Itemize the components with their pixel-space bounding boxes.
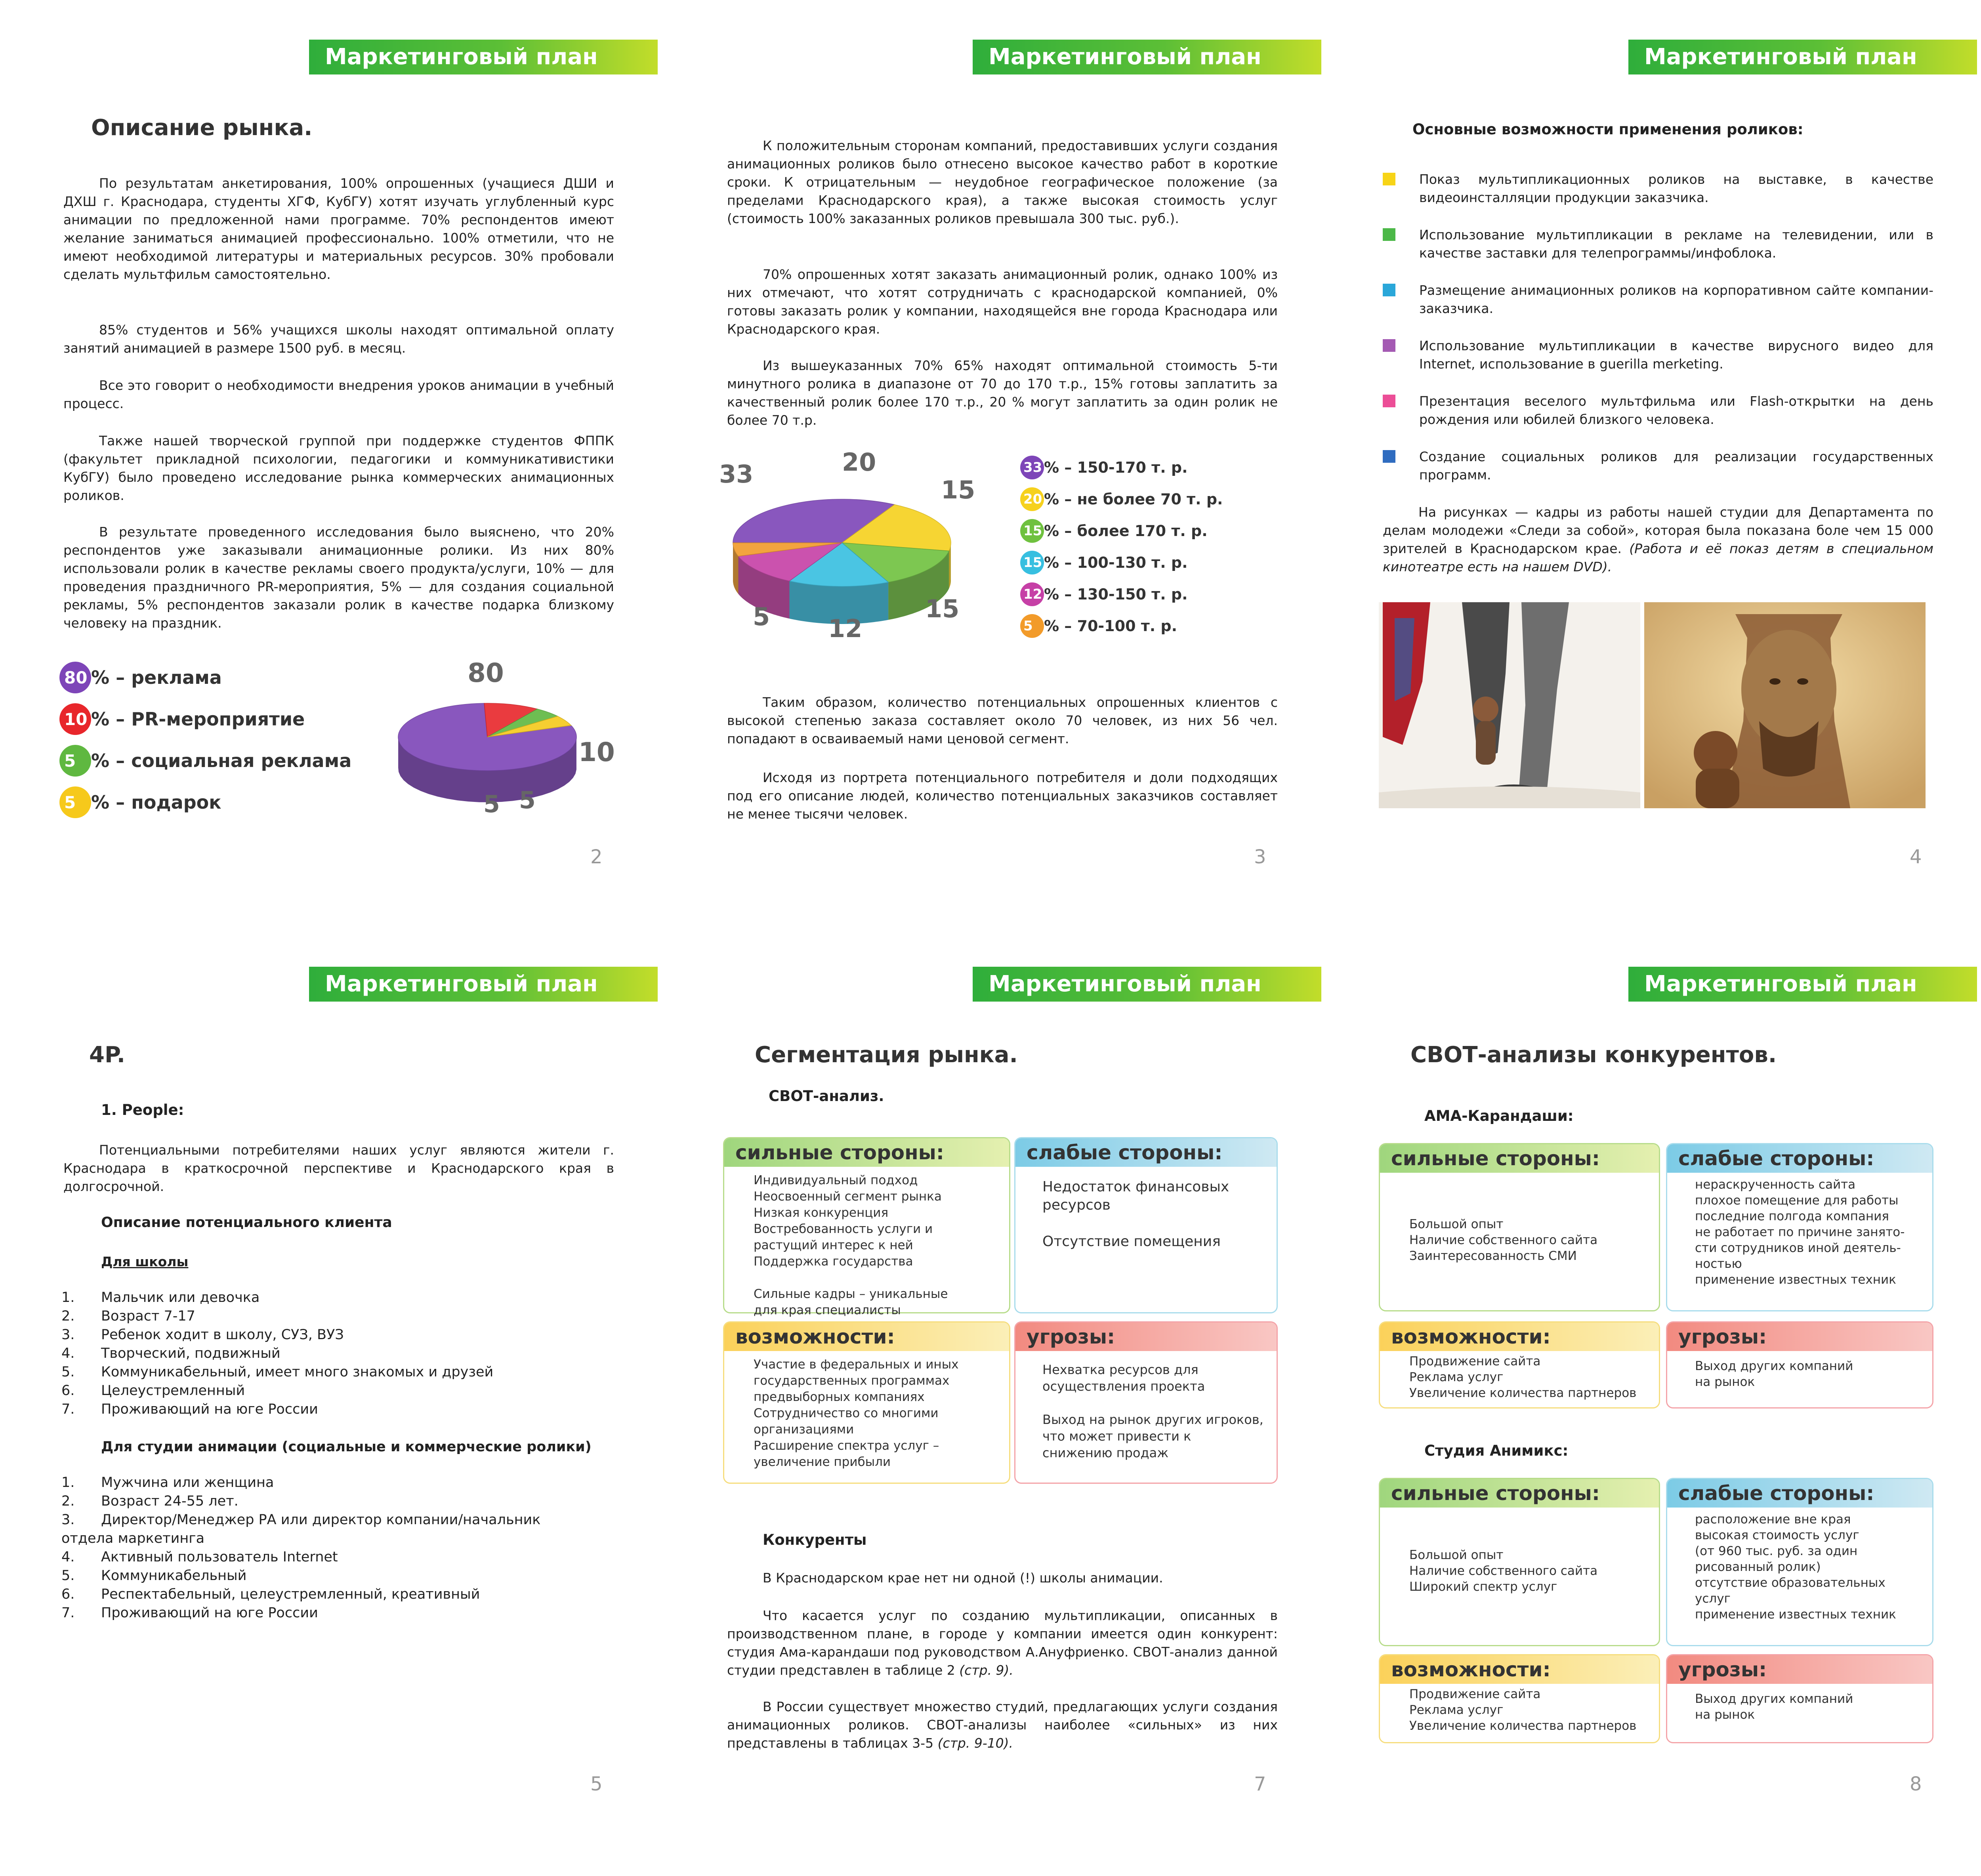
paragraph: В результате проведенного исследования было выяснено, что 20% респондентов уже заказывали анимационные ролики. Из них 80% использовали ролик в качестве рекламы своего продукта/услуги, 10% — для проведения праздничного PR-мероприятия, 5% — для создания социальной рекламы, 5% респондентов заказали ролик в качестве подарка близкому человеку на праздник. [63, 524, 614, 631]
data-label: 15 [941, 475, 975, 504]
swot-item: Реклама услуг [1409, 1703, 1504, 1717]
swot-body [1667, 1508, 1932, 1622]
list-item [61, 1493, 239, 1509]
swot-body [1667, 1684, 1932, 1723]
legend-swatch: 10 [59, 703, 91, 735]
swot-item: Востребованность услуги и [754, 1222, 933, 1236]
list-number: 4. [61, 1345, 75, 1361]
legend-label: % – более 170 т. р. [1044, 522, 1208, 540]
swot-header: слабые стороны: [1667, 1479, 1932, 1508]
list-item-text: Использование мультипликации в качестве вирусного видео для Internet, использование в guerilla merketing. [1419, 338, 1933, 372]
section-heading: Для школы [101, 1254, 189, 1269]
banner: Маркетинговый план [1628, 40, 1977, 74]
swot-header: сильные стороны: [1380, 1144, 1659, 1173]
list-item [61, 1549, 338, 1565]
swot-item: отсутствие образовательных [1695, 1576, 1886, 1590]
swot-item: расположение вне края [1695, 1512, 1851, 1527]
list-number: 2. [61, 1308, 75, 1324]
swot-body [1667, 1173, 1932, 1288]
paragraph [727, 1607, 1278, 1679]
banner: Маркетинговый план [973, 967, 1321, 1002]
swot-header: слабые стороны: [1667, 1144, 1932, 1173]
paragraph-text: Что касается услуг по созданию мультипликации, описанных в производственном плане, в городе у компании имеется один конкурент: студия Ама-карандаши под руководством А.Ануфриенко. СВОТ-анализ данной студии представлен в таблице 2 [727, 1608, 1278, 1678]
swot-item [1042, 1395, 1277, 1411]
swot-item: Поддержка государства [754, 1254, 913, 1269]
list-number: 6. [61, 1383, 75, 1399]
swot-item: для края специалисты [754, 1303, 901, 1317]
square-bullet-icon [1383, 173, 1395, 185]
legend-item [59, 786, 221, 818]
swot-header: слабые стороны: [1015, 1138, 1277, 1167]
list-item [61, 1568, 246, 1584]
section-heading: Конкуренты [763, 1531, 867, 1548]
square-bullet-icon [1383, 339, 1395, 352]
legend-swatch: 5 [59, 745, 91, 777]
legend-swatch: 12 [1020, 582, 1044, 606]
list-number: 5. [61, 1568, 75, 1584]
swot-item: Реклама услуг [1409, 1370, 1504, 1384]
swot-item: Отсутствие помещения [1042, 1233, 1221, 1250]
list-item [1383, 392, 1933, 429]
page-reference: (стр. 9). [959, 1662, 1013, 1678]
list-item [61, 1531, 204, 1546]
list-item [61, 1383, 245, 1399]
page-number: 5 [590, 1773, 603, 1795]
swot-body [724, 1167, 1009, 1319]
swot-item: последние полгода компания [1695, 1209, 1889, 1223]
paragraph: По результатам анкетирования, 100% опрошенных (учащиеся ДШИ и ДХШ г. Краснодара, студенты ХГФ, КубГУ) хотят изучать углубленный курс анимации по предложенной нами программе. 70% респондентов имеют желание заниматься анимацией профессионально. 100% отметили, что не имеют необходимой литературы и материальных ресурсов. 30% пробовали сделать мультфильм самостоятельно. [63, 176, 614, 282]
legend-swatch: 15 [1020, 551, 1044, 574]
legend-swatch: 5 [1020, 614, 1044, 638]
page-4 [1375, 24, 1981, 935]
list-item [61, 1512, 540, 1528]
swot-item: Индивидуальный подход [754, 1173, 918, 1187]
swot-body [1015, 1351, 1277, 1461]
list-number: 5. [61, 1364, 75, 1380]
swot-opportunities [723, 1321, 1010, 1484]
section-heading: СВОТ-анализ. [769, 1088, 884, 1105]
swot-opportunities [1379, 1654, 1660, 1743]
closing-note: (Работа и её показ детям в специальном кинотеатре есть на нашем DVD). [1383, 541, 1933, 574]
swot-header: сильные стороны: [724, 1138, 1009, 1167]
swot-item: Низкая конкуренция [754, 1206, 889, 1220]
swot-opportunities [1379, 1321, 1660, 1408]
swot-item: сти сотрудников иной деятель- [1695, 1241, 1901, 1255]
swot-item: государственных программах [754, 1374, 950, 1388]
legend-swatch: 20 [1020, 487, 1044, 511]
data-label: 5 [753, 602, 770, 631]
swot-item [754, 1270, 1009, 1286]
legend-label: % – 100-130 т. р. [1044, 554, 1188, 571]
walking-legs-illustration [1379, 602, 1640, 808]
page-title: СВОТ-анализы конкурентов. [1410, 1042, 1777, 1068]
square-bullet-icon [1383, 450, 1395, 463]
paragraph [727, 1698, 1278, 1752]
list-text: Ребенок ходит в школу, СУЗ, ВУЗ [101, 1327, 344, 1343]
page-3 [719, 24, 1345, 935]
list-text: отдела маркетинга [61, 1531, 205, 1546]
list-text: Коммуникабельный, имеет много знакомых и друзей [101, 1364, 494, 1380]
list-item [61, 1586, 480, 1602]
legend-label: % – 130-150 т. р. [1044, 586, 1188, 603]
swot-item: Выход других компаний [1695, 1692, 1853, 1706]
legend-swatch: 5 [59, 786, 91, 818]
legend-item [59, 662, 222, 693]
swot-item: Выход других компаний [1695, 1359, 1853, 1373]
data-label: 5 [519, 786, 536, 814]
swot-header: сильные стороны: [1380, 1479, 1659, 1508]
list-item [1383, 281, 1933, 318]
swot-item: применение известных техник [1695, 1607, 1896, 1622]
list-item-text: Показ мультипликационных роликов на выставке, в качестве видеоинсталляции продукции заказчика. [1419, 172, 1933, 205]
legend-item [59, 703, 305, 735]
swot-item: не работает по причине занято- [1695, 1225, 1905, 1239]
list-number: 1. [61, 1475, 75, 1490]
section-heading: Для студии анимации (социальные и коммерческие ролики) [101, 1439, 592, 1455]
list-text: Респектабельный, целеустремленный, креативный [101, 1586, 480, 1602]
page-reference: (стр. 9-10). [937, 1735, 1013, 1751]
swot-strengths [1379, 1478, 1660, 1646]
swot-item: Нехватка ресурсов для [1042, 1362, 1199, 1377]
swot-item: Увеличение количества партнеров [1409, 1386, 1637, 1400]
list-number: 7. [61, 1401, 75, 1417]
list-item [61, 1475, 274, 1490]
section-heading: Студия Анимикс: [1424, 1442, 1569, 1459]
page-2 [55, 24, 681, 935]
list-text: Коммуникабельный [101, 1568, 247, 1584]
data-label: 33 [719, 460, 754, 489]
list-item [1383, 337, 1933, 373]
paragraph-text: В России существует множество студий, предлагающих услуги создания анимационных роликов. СВОТ-анализы наиболее «сильных» из них представлены в таблицах 3-5 [727, 1699, 1278, 1751]
paragraph: Из вышеуказанных 70% 65% находят оптимальной стоимость 5-ти минутного ролика в диапазоне от 70 до 170 т.р., 15% готовы заплатить за качественный ролик более 170 т.р., 20 % могут заплатить за один ролик не более 70 т.р. [727, 358, 1278, 428]
paragraph: Все это говорит о необходимости внедрения уроков анимации в учебный процесс. [63, 378, 614, 411]
swot-body [1380, 1684, 1659, 1734]
swot-item: Продвижение сайта [1409, 1354, 1541, 1368]
swot-item: Сотрудничество со многими [754, 1406, 939, 1420]
data-label: 5 [483, 790, 500, 818]
list-number: 1. [61, 1290, 75, 1305]
swot-item: организациями [754, 1422, 854, 1437]
legend-label: % – PR-мероприятие [91, 708, 305, 730]
list-text: Директор/Менеджер РА или директор компании/начальник [101, 1512, 541, 1528]
list-item-text: Использование мультипликации в рекламе на телевидении, или в качестве заставки для телепрограммы/инфоблока. [1419, 227, 1933, 261]
swot-item: предвыборных компаниях [754, 1390, 925, 1404]
swot-body [1380, 1508, 1659, 1595]
page-number: 4 [1910, 846, 1922, 868]
legend-item [1020, 519, 1208, 543]
swot-item: Большой опыт [1409, 1217, 1504, 1231]
list-text: Мужчина или женщина [101, 1475, 274, 1490]
list-text: Целеустремленный [101, 1383, 245, 1399]
swot-item: нераскрученность сайта [1695, 1178, 1856, 1192]
swot-body [724, 1351, 1009, 1470]
swot-strengths [1379, 1143, 1660, 1311]
swot-item: Наличие собственного сайта [1409, 1233, 1598, 1247]
list-number: 4. [61, 1549, 75, 1565]
swot-item: увеличение прибыли [754, 1455, 891, 1469]
list-text: Активный пользователь Internet [101, 1549, 338, 1565]
paragraph: Также нашей творческой группой при поддержке студентов ФППК (факультет прикладной психологии, педагогики и коммуникативистики КубГУ) было проведено исследование рынка коммерческих анимационных роликов. [63, 433, 614, 503]
list-text: Творческий, подвижный [101, 1345, 281, 1361]
data-label: 20 [842, 448, 876, 477]
swot-header: угрозы: [1667, 1323, 1932, 1351]
square-bullet-icon [1383, 284, 1395, 296]
list-item [1383, 226, 1933, 262]
legend-item [1020, 456, 1188, 479]
page-number: 8 [1910, 1773, 1922, 1795]
paragraph: 85% студентов и 56% учащихся школы находят оптимальной оплату занятий анимацией в размере 1500 руб. в месяц. [63, 322, 614, 356]
section-heading: 1. People: [101, 1101, 184, 1118]
swot-item: Сильные кадры – уникальные [754, 1287, 948, 1301]
swot-item: (от 960 тыс. руб. за один [1695, 1544, 1858, 1558]
list-number: 6. [61, 1586, 75, 1602]
legend-item [1020, 582, 1188, 606]
swot-item: Широкий спектр услуг [1409, 1580, 1557, 1594]
page-title: Сегментация рынка. [755, 1042, 1018, 1068]
swot-item: Заинтересованность СМИ [1409, 1249, 1577, 1263]
animation-frame-image [1644, 602, 1926, 808]
swot-item: осуществления проекта [1042, 1379, 1205, 1394]
legend-swatch: 80 [59, 662, 91, 693]
swot-header: возможности: [1380, 1655, 1659, 1684]
legend-swatch: 15 [1020, 519, 1044, 543]
swot-item: услуг [1695, 1592, 1731, 1606]
page-number: 3 [1254, 846, 1266, 868]
paragraph: В Краснодарском крае нет ни одной (!) школы анимации. [763, 1570, 1163, 1586]
section-heading: АМА-Карандаши: [1424, 1107, 1574, 1124]
swot-item: Выход на рынок других игроков, [1042, 1412, 1263, 1427]
swot-item: снижению продаж [1042, 1445, 1169, 1460]
swot-item: применение известных техник [1695, 1273, 1896, 1287]
list-item [61, 1364, 493, 1380]
page-number: 7 [1254, 1773, 1266, 1795]
swot-item: Продвижение сайта [1409, 1687, 1541, 1701]
banner: Маркетинговый план [973, 40, 1321, 74]
legend-label: % – 70-100 т. р. [1044, 617, 1178, 635]
swot-item: Неосвоенный сегмент рынка [754, 1189, 942, 1204]
swot-item: плохое помещение для работы [1695, 1193, 1899, 1208]
swot-item: высокая стоимость услуг [1695, 1528, 1859, 1542]
list-text: Проживающий на юге России [101, 1401, 318, 1417]
swot-header: угрозы: [1015, 1323, 1277, 1351]
swot-header: возможности: [1380, 1323, 1659, 1351]
swot-item: Участие в федеральных и иных [754, 1357, 959, 1372]
list-item [61, 1308, 195, 1324]
page-7 [719, 951, 1345, 1862]
animation-frame-image [1379, 602, 1640, 808]
legend-label: % – 150-170 т. р. [1044, 459, 1188, 476]
legend-item [1020, 614, 1177, 638]
list-item [61, 1401, 318, 1417]
page-number: 2 [590, 846, 603, 868]
swot-weaknesses [1666, 1478, 1933, 1646]
swot-header: возможности: [724, 1323, 1009, 1351]
list-item [1383, 170, 1933, 207]
swot-header: угрозы: [1667, 1655, 1932, 1684]
paragraph: Таким образом, количество потенциальных опрошенных клиентов с высокой степенью заказа составляет около 70 человек, из них 56 чел. попадают в осваиваемый нами ценовой сегмент. [727, 695, 1278, 746]
list-number: 7. [61, 1605, 75, 1621]
swot-body [1015, 1167, 1277, 1251]
square-bullet-icon [1383, 228, 1395, 241]
swot-threats [1666, 1654, 1933, 1743]
list-number: 2. [61, 1493, 75, 1509]
list-text: Проживающий на юге России [101, 1605, 318, 1621]
paragraph: К положительным сторонам компаний, предоставивших услуги создания анимационных роликов было отнесено высокое качество работ в короткие сроки. К отрицательным — неудобное географическое положение (за пределами Краснодарского края), а также высокая стоимость услуг (стоимость 100% заказанных роликов превышала 300 тыс. руб.). [727, 138, 1278, 226]
swot-item: на рынок [1695, 1708, 1755, 1722]
legend-item [59, 745, 351, 777]
swot-threats [1666, 1321, 1933, 1408]
swot-item: ресурсов [1042, 1197, 1111, 1213]
legend-label: % – не более 70 т. р. [1044, 490, 1223, 508]
swot-item: Недостаток финансовых [1042, 1179, 1229, 1195]
swot-item: растущий интерес к ней [754, 1238, 913, 1252]
swot-item: Увеличение количества партнеров [1409, 1719, 1637, 1733]
list-text: Мальчик или девочка [101, 1290, 260, 1305]
list-number: 3. [61, 1512, 75, 1528]
swot-item: Большой опыт [1409, 1548, 1504, 1562]
section-heading: Основные возможности применения роликов: [1412, 121, 1804, 138]
list-item [61, 1605, 318, 1621]
swot-body [1667, 1351, 1932, 1390]
closing-text: На рисунках — кадры из работы нашей студии для Департамента по делам молодежи «Следи за собой», которая была показана боле чем 15 000 зрителей в Краснодарском крае. [1383, 504, 1933, 556]
page-title: 4P. [89, 1042, 125, 1068]
list-item-text: Презентация веселого мультфильма или Flash-открытки на день рождения или юбилей близкого человека. [1419, 393, 1933, 427]
legend-item [1020, 551, 1188, 574]
swot-threats [1014, 1321, 1278, 1484]
paragraph: 70% опрошенных хотят заказать анимационный ролик, однако 100% из них отмечают, что хотят сотрудничать с краснодарской компанией, 0% готовы заказать ролик у компании, находящейся вне города Краснодара или Краснодарского края. [727, 267, 1278, 337]
swot-weaknesses [1666, 1143, 1933, 1311]
list-text: Возраст 24-55 лет. [101, 1493, 239, 1509]
swot-item [1042, 1214, 1277, 1233]
swot-weaknesses [1014, 1137, 1278, 1313]
legend-label: % – подарок [91, 792, 221, 813]
legend-item [1020, 487, 1223, 511]
swot-item: рисованный ролик) [1695, 1560, 1821, 1574]
legend-label: % – реклама [91, 667, 222, 688]
swot-item: что может привести к [1042, 1429, 1191, 1444]
square-bullet-icon [1383, 395, 1395, 407]
banner: Маркетинговый план [309, 967, 658, 1002]
list-item [61, 1327, 344, 1343]
list-item-text: Создание социальных роликов для реализации государственных программ. [1419, 449, 1933, 483]
banner: Маркетинговый план [309, 40, 658, 74]
closing-paragraph [1383, 503, 1933, 576]
list-number: 3. [61, 1327, 75, 1343]
data-label: 12 [828, 614, 863, 643]
swot-strengths [723, 1137, 1010, 1317]
swot-item: на рынок [1695, 1375, 1755, 1389]
list-item [1383, 448, 1933, 484]
data-label: 80 [468, 658, 504, 688]
page-title: Описание рынка. [91, 115, 313, 141]
list-item [61, 1345, 281, 1361]
swot-item: Наличие собственного сайта [1409, 1564, 1598, 1578]
swot-item: Расширение спектра услуг – [754, 1439, 939, 1453]
list-item-text: Размещение анимационных роликов на корпоративном сайте компании-заказчика. [1419, 282, 1933, 316]
list-text: Возраст 7-17 [101, 1308, 195, 1324]
paragraph: Исходя из портрета потенциального потребителя и доли подходящих под его описание людей, количество потенциальных заказчиков составляет не менее тысячи человек. [727, 770, 1278, 822]
hourglass-face-illustration [1644, 602, 1926, 808]
banner: Маркетинговый план [1628, 967, 1977, 1002]
section-heading: Описание потенциального клиента [101, 1214, 392, 1231]
swot-body [1380, 1351, 1659, 1401]
data-label: 15 [925, 594, 960, 623]
legend-swatch: 33 [1020, 456, 1044, 479]
list-item [61, 1290, 260, 1305]
swot-item: ностью [1695, 1257, 1742, 1271]
page-5 [55, 951, 681, 1862]
paragraph: Потенциальными потребителями наших услуг являются жители г. Краснодара в краткосрочной перспективе и Краснодарского края в долгосрочной. [63, 1142, 614, 1194]
swot-body [1380, 1173, 1659, 1264]
page-8 [1375, 951, 1981, 1862]
legend-label: % – социальная реклама [91, 750, 352, 771]
data-label: 10 [578, 737, 615, 767]
